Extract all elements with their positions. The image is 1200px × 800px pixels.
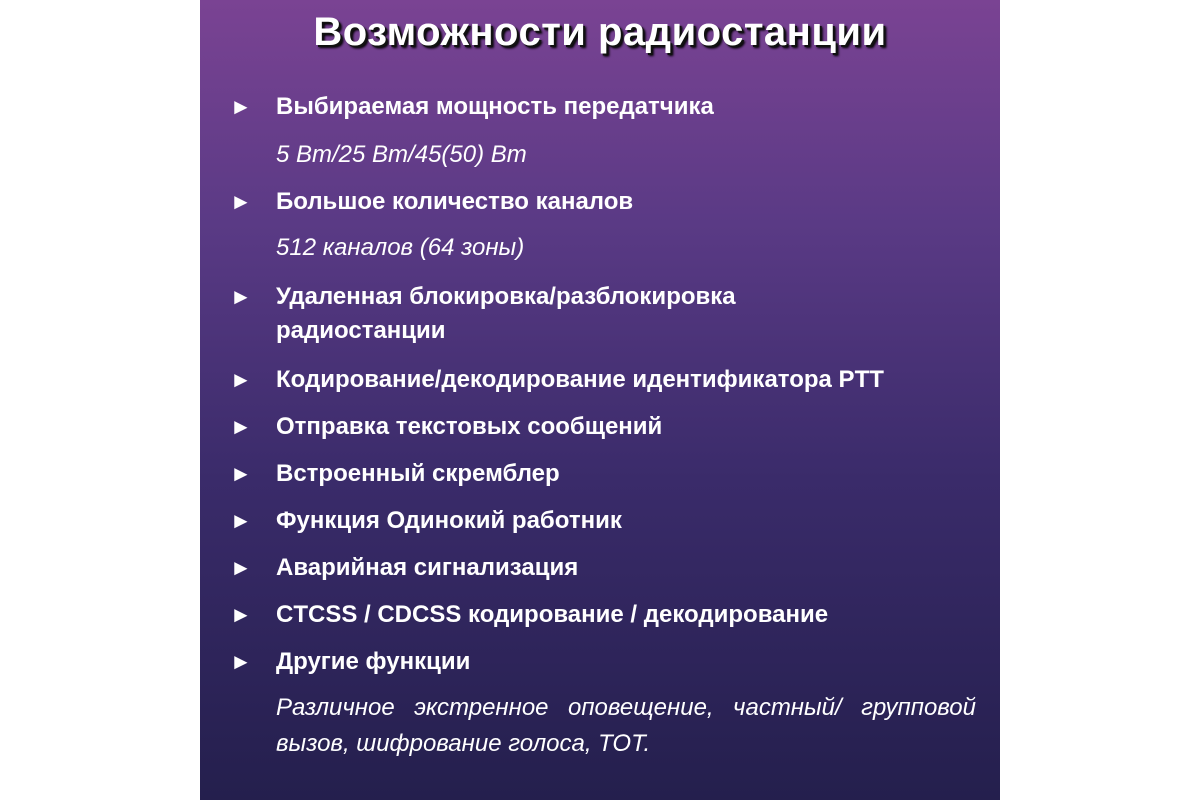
feature-detail-channels: 512 каналов (64 зоны) <box>276 234 525 261</box>
feature-label: Функция Одинокий работник <box>276 507 622 534</box>
bullet-arrow-icon: ► <box>230 555 252 580</box>
bullet-arrow-icon: ► <box>230 94 252 119</box>
feature-label: Отправка текстовых сообщений <box>276 413 663 440</box>
bullet-arrow-icon: ► <box>230 508 252 533</box>
feature-label: Встроенный скремблер <box>276 460 560 487</box>
bullet-arrow-icon: ► <box>230 414 252 439</box>
feature-label: Аварийная сигнализация <box>276 554 579 581</box>
feature-label: Кодирование/декодирование идентификатора PTT <box>276 366 884 393</box>
bullet-arrow-icon: ► <box>230 367 252 392</box>
feature-label: Большое количество каналов <box>276 188 634 215</box>
feature-label: CTCSS / CDCSS кодирование / декодирование <box>276 601 829 628</box>
features-panel <box>200 0 1000 800</box>
bullet-arrow-icon: ► <box>230 602 252 627</box>
page-title: Возможности радиостанции <box>313 10 887 54</box>
bullet-arrow-icon: ► <box>230 461 252 486</box>
feature-label: Выбираемая мощность передатчика <box>276 93 714 120</box>
feature-detail-power: 5 Вт/25 Вт/45(50) Вт <box>276 141 527 168</box>
bullet-arrow-icon: ► <box>230 189 252 214</box>
bullet-arrow-icon: ► <box>230 649 252 674</box>
bullet-arrow-icon: ► <box>230 284 252 309</box>
feature-detail-other: Различное экстренное оповещение, частный/ групповой вызов, шифрование голоса, TOT. <box>276 694 976 757</box>
feature-label: Другие функции <box>276 648 471 675</box>
feature-label: Удаленная блокировка/разблокировка радиостанции <box>276 283 736 344</box>
